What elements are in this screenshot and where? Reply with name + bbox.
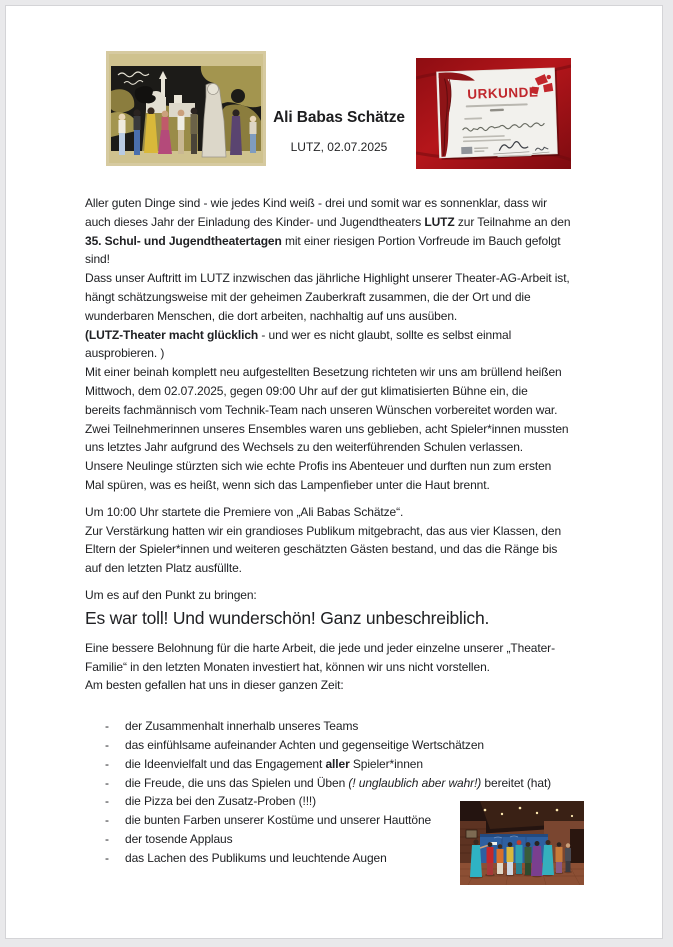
text-line: (LUTZ-Theater macht glücklich - und wer es nicht glaubt, sollte es selbst einmal <box>85 327 512 342</box>
bullet-dash: - <box>105 831 109 846</box>
bullet-item: - das Lachen des Publikums und leuchtende Augen <box>85 849 600 868</box>
big-statement <box>85 605 600 631</box>
text-line: Aller guten Dinge sind - wie jedes Kind weiß - drei und somit war es sonnenklar, dass wir <box>85 196 547 210</box>
performance-photo-illustration <box>460 801 584 885</box>
bullet-item: - die Ideenvielfalt und das Engagement aller Spieler*innen <box>85 755 600 774</box>
text-line: Zwei Teilnehmerinnen unseres Ensembles waren uns geblieben, acht Spieler*innen mussten <box>85 421 569 436</box>
text-line: Am besten gefallen hat uns in dieser ganzen Zeit: <box>85 678 344 693</box>
paragraph <box>85 269 600 495</box>
certificate-image <box>416 58 571 169</box>
text-line: wunderbaren Menschen, die dort arbeiten, nachhaltig auf uns ausüben. <box>85 308 458 323</box>
document-page <box>5 5 663 939</box>
text-line: Eltern der Spieler*innen und weiteren geschätzten Gästen bestand, und das die Ränge bis <box>85 542 558 557</box>
paragraph <box>85 639 600 695</box>
text-line: uns letztes Jahr aufgrund des Wechsels zu den weiterführenden Schulen verlassen. <box>85 440 524 455</box>
text-line: Mal spüren, was es heißt, wenn sich das Lampenfieber unter die Haut brennt. <box>85 477 490 492</box>
text-line: Es war toll! Und wunderschön! Ganz unbeschreiblich. <box>85 607 490 628</box>
performance-photo <box>460 801 584 885</box>
text-line: Um es auf den Punkt zu bringen: <box>85 587 257 602</box>
text-line: hängt schätzungsweise mit der geheimen Zauberkraft zusammen, die der Ort und die <box>85 289 531 304</box>
paragraph <box>85 503 600 578</box>
text-line: auch dieses Jahr der Einladung des Kinder- und Jugendtheaters LUTZ zur Teilnahme an den <box>85 214 571 229</box>
text-line: Eine bessere Belohnung für die harte Arbeit, die jede und jeder einzelne unserer „Theater- <box>85 640 555 655</box>
bullet-item: - die Freude, die uns das Spielen und Üben (! unglaublich aber wahr!) bereitet (hat) <box>85 774 600 793</box>
bullet-dash: - <box>105 719 109 734</box>
stage-artwork-image <box>106 51 266 166</box>
text-line: Mit einer beinah komplett neu aufgestellten Besetzung richteten wir uns am brüllend heißen <box>85 365 562 380</box>
body-paragraphs <box>85 194 600 695</box>
bullet-dash: - <box>105 850 109 865</box>
paragraph <box>85 194 600 269</box>
text-line: Zur Verstärkung hatten wir ein grandioses Publikum mitgebracht, das aus vier Klassen, den <box>85 523 562 538</box>
bullet-dash: - <box>105 775 109 790</box>
bullet-item: - der Zusammenhalt innerhalb unseres Teams <box>85 717 600 736</box>
bullet-dash: - <box>105 756 109 771</box>
bullet-item: - das einfühlsame aufeinander Achten und gegenseitige Wertschätzen <box>85 736 600 755</box>
text-line: sind! <box>85 252 110 267</box>
certificate-title: URKUNDE <box>467 84 539 102</box>
date-line: LUTZ, 02.07.2025 <box>290 140 388 154</box>
bullet-item: - die bunten Farben unserer Kostüme und unserer Hauttöne <box>85 811 600 830</box>
text-line: auf den letzten Platz ausfüllte. <box>85 561 242 576</box>
text-line: bereits fachmännisch vom Technik-Team nach unseren Wünschen vorbereitet worden war. <box>85 402 558 417</box>
bullet-dash: - <box>105 813 109 828</box>
page-title: Ali Babas Schätze <box>273 109 405 126</box>
text-line: Familie“ in den letzten Monaten investiert hat, können wir uns nicht vorstellen. <box>85 659 490 674</box>
certificate-illustration <box>416 58 571 169</box>
text-line: 35. Schul- und Jugendtheatertagen mit einer riesigen Portion Vorfreude im Bauch gefolgt <box>85 233 561 248</box>
body-text <box>85 194 600 868</box>
text-line: Unsere Neulinge stürzten sich wie echte Profis ins Abenteuer und durften nun zum ersten <box>85 459 552 474</box>
bullet-item: - der tosende Applaus <box>85 830 600 849</box>
bullet-dash: - <box>105 794 109 809</box>
text-line: Dass unser Auftritt im LUTZ inzwischen das jährliche Highlight unserer Theater-AG-Arbeit ist, <box>85 271 570 286</box>
paragraph <box>85 586 600 605</box>
text-line: ausprobieren. ) <box>85 346 165 361</box>
text-line: Mittwoch, dem 02.07.2025, gegen 09:00 Uhr auf der gut klimatisierten Bühne ein, die <box>85 383 528 398</box>
bullet-item: - die Pizza bei den Zusatz-Proben (!!!) <box>85 792 600 811</box>
stage-artwork-illustration <box>106 51 266 166</box>
text-line: Um 10:00 Uhr startete die Premiere von „Ali Babas Schätze“. <box>85 504 404 519</box>
bullet-dash: - <box>105 737 109 752</box>
header-title-block <box>246 109 432 154</box>
